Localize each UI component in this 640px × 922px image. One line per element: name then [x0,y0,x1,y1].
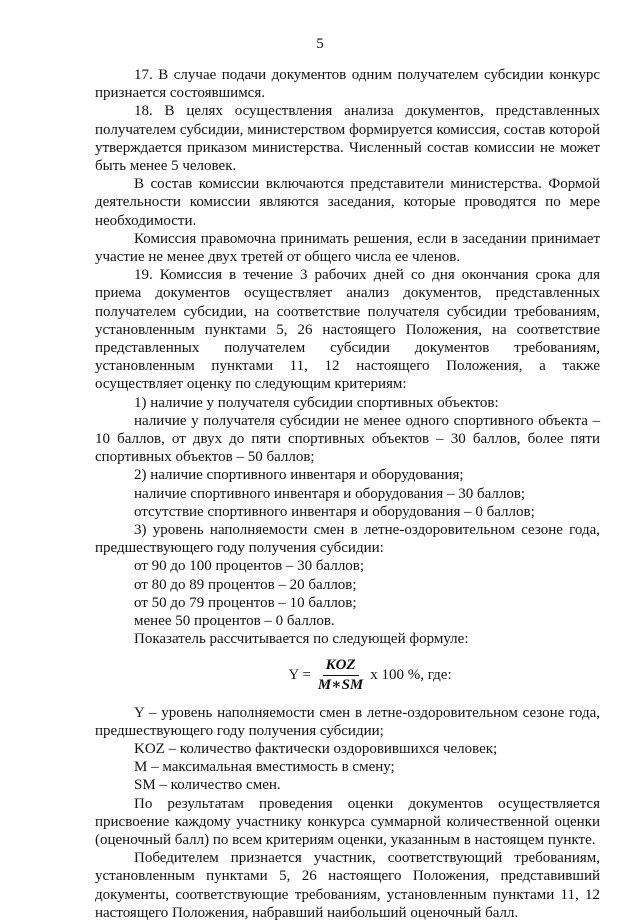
criterion-2-score-absent: отсутствие спортивного инвентаря и оборудования – 0 баллов; [134,503,535,520]
definition-koz: KOZ – количество фактически оздоровившихся человек; [134,740,498,757]
criterion-3-score-50-79: от 50 до 79 процентов – 10 баллов; [134,594,357,611]
document-body [95,66,600,922]
page-number: 5 [316,36,324,52]
criterion-3-score-80-89: от 80 до 89 процентов – 20 баллов; [134,576,357,593]
paragraph-assessment-results: По результатам проведения оценки документов осуществляется присвоение каждому участнику конкурса суммарной количественной оценки (оценочный балл) по всем критериям оценки, указанным в настоящем пункте. [95,795,600,848]
formula-denominator: M∗SM [317,676,364,693]
criterion-3-score-below-50: менее 50 процентов – 0 баллов. [134,613,335,630]
paragraph-winner: Победителем признается участник, соответствующий требованиям, установленным пунктами 5, 26 настоящего Положения, представивший документы, соответствующие требованиям, установленным пунктами 11, 12 настоящего Положения, набравший наибольший оценочный балл. [95,850,600,921]
paragraph-17: 17. В случае подачи документов одним получателем субсидии конкурс признается состоявшимся. [95,67,600,102]
formula-numerator: KOZ [323,657,359,676]
paragraph-19: 19. Комиссия в течение 3 рабочих дней со дня окончания срока для приема документов осуществляет анализ документов, представленных получателем субсидии, на соответствие получателя субсидии требованиям, установленным пунктами 5, 26 настоящего Положения, на соответствие представленных получателем субсидии документов требованиям, установленным пунктами 11, 12 настоящего Положения, а также осуществляет оценку по следующим критериям: [95,267,600,393]
formula-intro: Показатель рассчитывается по следующей формуле: [134,631,469,648]
paragraph-18: 18. В целях осуществления анализа документов, представленных получателем субсидии, министерством формируется комиссия, состав которой утверждается приказом министерства. Численный состав комиссии не может быть менее 5 человек. [95,103,600,175]
formula-rhs: x 100 %, где: [370,666,452,683]
criterion-3-score-90-100: от 90 до 100 процентов – 30 баллов; [134,558,365,575]
fill-rate-formula [140,657,600,694]
formula-lhs: Y = [288,666,311,683]
definition-m: М – максимальная вместимость в смену; [134,759,395,776]
paragraph-commission-members: В состав комиссии включаются представители министерства. Формой деятельности комиссии являются заседания, которые проводятся по мере необходимости. [95,176,600,229]
definition-y: Y – уровень наполняемости смен в летне-оздоровительном сезоне года, предшествующего году получения субсидии; [95,704,600,739]
criterion-2-heading: 2) наличие спортивного инвентаря и оборудования; [134,467,464,484]
paragraph-commission-quorum: Комиссия правомочна принимать решения, если в заседании принимает участие не менее двух третей от общего числа ее членов. [95,230,600,266]
criterion-1-heading: 1) наличие у получателя субсидии спортивных объектов: [134,394,499,411]
criterion-3-heading: 3) уровень наполняемости смен в летне-оздоровительном сезоне года, предшествующего году получения субсидии: [95,522,600,557]
formula-fraction [315,657,366,694]
criterion-1-scores: наличие у получателя субсидии не менее одного спортивного объекта – 10 баллов, от двух до пяти спортивных объектов – 30 баллов, более пяти спортивных объектов – 50 баллов; [95,412,600,466]
definition-sm: SM – количество смен. [134,777,281,794]
criterion-2-score-present: наличие спортивного инвентаря и оборудования – 30 баллов; [134,485,526,502]
